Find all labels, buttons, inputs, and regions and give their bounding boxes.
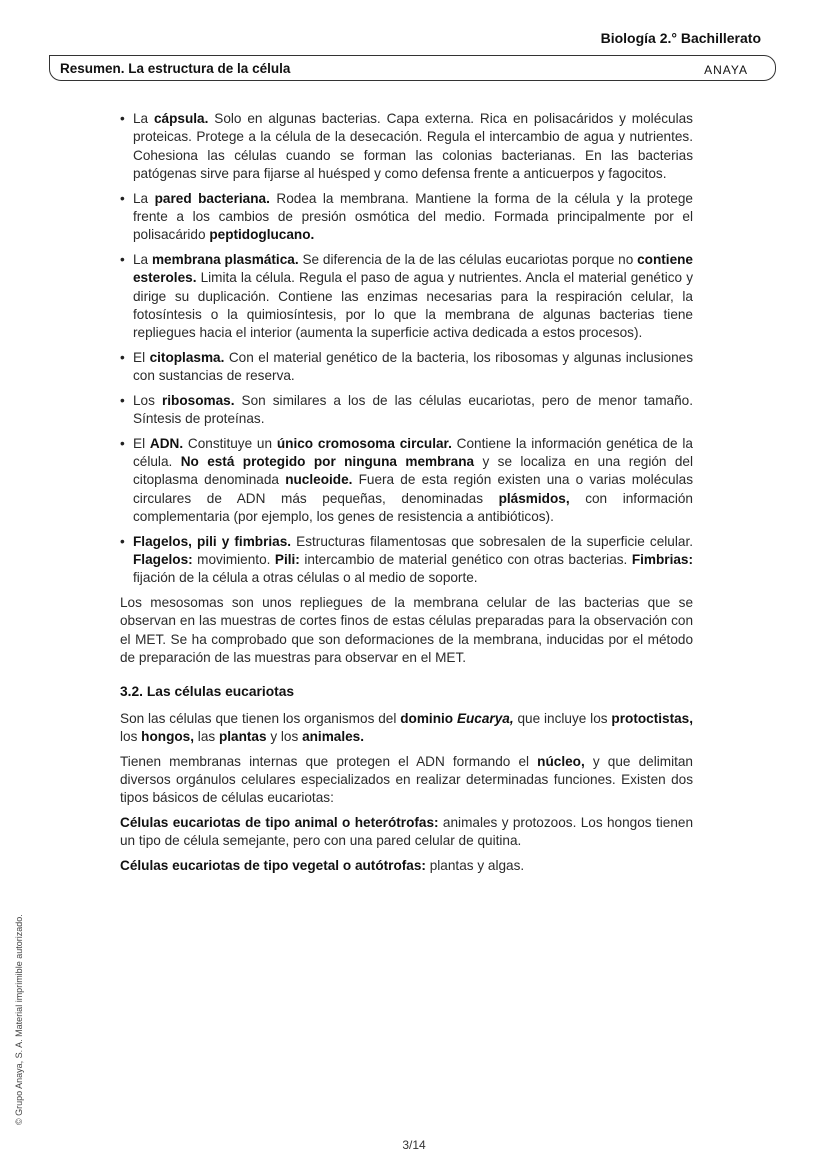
paragraph	[120, 594, 693, 668]
text-span: La	[133, 111, 154, 126]
text-span: Los mesosomas son unos repliegues de la membrana celular de las bacterias que se observan en las muestras de cortes finos de estas células preparadas para la observación con el MET. Se ha comprobado que son deformaciones de la membrana, inducidas por el método de preparación de las muestras para observar en el MET.	[120, 594, 693, 665]
text-span: La	[133, 251, 152, 267]
text-span: único cromosoma circular.	[276, 435, 452, 451]
text-span: La	[133, 190, 155, 206]
page-title: Resumen. La estructura de la célula	[60, 61, 291, 76]
text-span: Células eucariotas de tipo animal o heterótrofas:	[120, 814, 439, 830]
text-span: membrana plasmática.	[151, 251, 299, 267]
list-item	[120, 251, 693, 343]
text-span: y los	[266, 729, 303, 745]
text-span: animales y protozoos. Los hongos tienen un tipo de célula semejante, pero con una pared celular de quitina.	[120, 814, 694, 849]
text-span: las	[194, 729, 219, 745]
text-span: pared bacteriana.	[154, 190, 270, 206]
list-item	[120, 435, 693, 527]
bacteria-structures-list	[120, 110, 693, 588]
text-span: Rodea la membrana. Mantiene la forma de la célula y la protege frente a los cambios de presión osmótica del medio. Formada principalmente por el polisacárido	[133, 190, 693, 243]
text-span: Fimbrias:	[631, 551, 693, 567]
text-span: y que delimitan diversos orgánulos celulares especializados en realizar determinadas funciones. Existen dos tipos básicos de células eucariotas:	[120, 753, 693, 806]
text-span: contiene esteroles.	[133, 251, 693, 286]
text-span: hongos,	[141, 729, 195, 745]
text-span: Fuera de esta región existen una o varias moléculas circulares de ADN más pequeñas, denominadas	[133, 472, 693, 506]
text-span: Flagelos:	[133, 551, 193, 567]
text-span: Son las células que tienen los organismos del	[120, 710, 401, 726]
text-span: peptidoglucano.	[209, 227, 315, 243]
text-span: plantas y algas.	[425, 857, 525, 873]
text-span: dominio	[400, 710, 457, 726]
text-span: Limita la célula. Regula el paso de agua y nutrientes. Ancla el material genético y dirige su duplicación. Contiene las enzimas necesarias para la respiración celular, la fotosíntesis o la quimiosíntesis, por lo que la membrana de algunas bacterias tiene repliegues hacia el interior (aumenta la superficie activa dedicada a estos procesos).	[133, 270, 693, 341]
main-content	[120, 110, 693, 881]
list-item	[120, 392, 693, 429]
text-span: animales.	[302, 729, 365, 745]
text-span: fijación de la célula a otras células o al medio de soporte.	[133, 570, 478, 586]
eucariotas-section	[120, 710, 693, 875]
text-span: protoctistas,	[611, 710, 693, 726]
text-span: Son similares a los de las células eucariotas, pero de menor tamaño. Síntesis de proteínas.	[133, 392, 693, 427]
text-span: El	[133, 435, 150, 451]
page-number: 3/14	[402, 1138, 426, 1152]
text-span: movimiento.	[192, 551, 275, 567]
text-span: Eucarya,	[456, 710, 514, 726]
text-span: Solo en algunas bacterias. Capa externa. Rica en polisacáridos y moléculas proteicas. Protege a la célula de la desecación. Regula el intercambio de agua y nutrientes. Cohesiona las células cuando se forman las colonias bacterianas. En las bacterias patógenas sirve para fijarse al huésped y como defensa frente a anticuerpos y fagocitos.	[133, 111, 693, 182]
text-span: cápsula.	[153, 111, 209, 126]
mesosomas-paragraph	[120, 594, 693, 668]
publisher-logo: ANAYA	[704, 63, 748, 77]
text-span: No está protegido por ninguna membrana	[180, 453, 475, 469]
list-item	[120, 190, 693, 245]
list-item	[120, 110, 693, 184]
text-span: ribosomas.	[161, 392, 235, 408]
text-span: Células eucariotas de tipo vegetal o autótrofas:	[120, 857, 426, 873]
copyright-note: © Grupo Anaya, S. A. Material imprimible autorizado.	[14, 914, 24, 1125]
list-item	[120, 533, 693, 588]
text-span: que incluye los	[513, 710, 612, 726]
text-span: Contiene la información genética de la célula.	[133, 435, 693, 469]
text-span: citoplasma.	[149, 349, 225, 365]
text-span: intercambio de material genético con otras bacterias.	[299, 551, 632, 567]
paragraph	[120, 753, 693, 808]
text-span: con información complementaria (por ejemplo, los genes de resistencia a antibióticos).	[133, 490, 693, 525]
paragraph	[120, 710, 693, 747]
text-span: Constituye un	[183, 435, 277, 451]
text-span: Los	[133, 392, 162, 408]
text-span: y se localiza en una región del citoplasma denominada	[133, 453, 694, 488]
list-item	[120, 349, 693, 386]
text-span: Con el material genético de la bacteria, los ribosomas y algunas inclusiones con sustancias de reserva.	[133, 349, 693, 384]
text-span: plantas	[218, 729, 267, 745]
section-heading: 3.2. Las células eucariotas	[120, 684, 295, 700]
text-span: los	[120, 729, 142, 745]
text-span: ADN.	[149, 435, 184, 451]
text-span: Tienen membranas internas que protegen el ADN formando el	[120, 753, 538, 769]
header-subject: Biología 2.° Bachillerato	[600, 30, 761, 46]
text-span: Pili:	[274, 551, 300, 567]
paragraph	[120, 814, 693, 851]
text-span: nucleoide.	[285, 472, 353, 488]
text-span: núcleo,	[537, 753, 585, 769]
text-span: Estructuras filamentosas que sobresalen de la superficie celular.	[291, 533, 694, 549]
text-span: El	[133, 349, 150, 365]
text-span	[457, 711, 514, 726]
text-span: plásmidos,	[498, 490, 570, 506]
text-span: Se diferencia de la de las células eucariotas porque no	[298, 251, 638, 267]
text-span: Flagelos, pili y fimbrias.	[133, 533, 292, 549]
paragraph	[120, 857, 693, 875]
